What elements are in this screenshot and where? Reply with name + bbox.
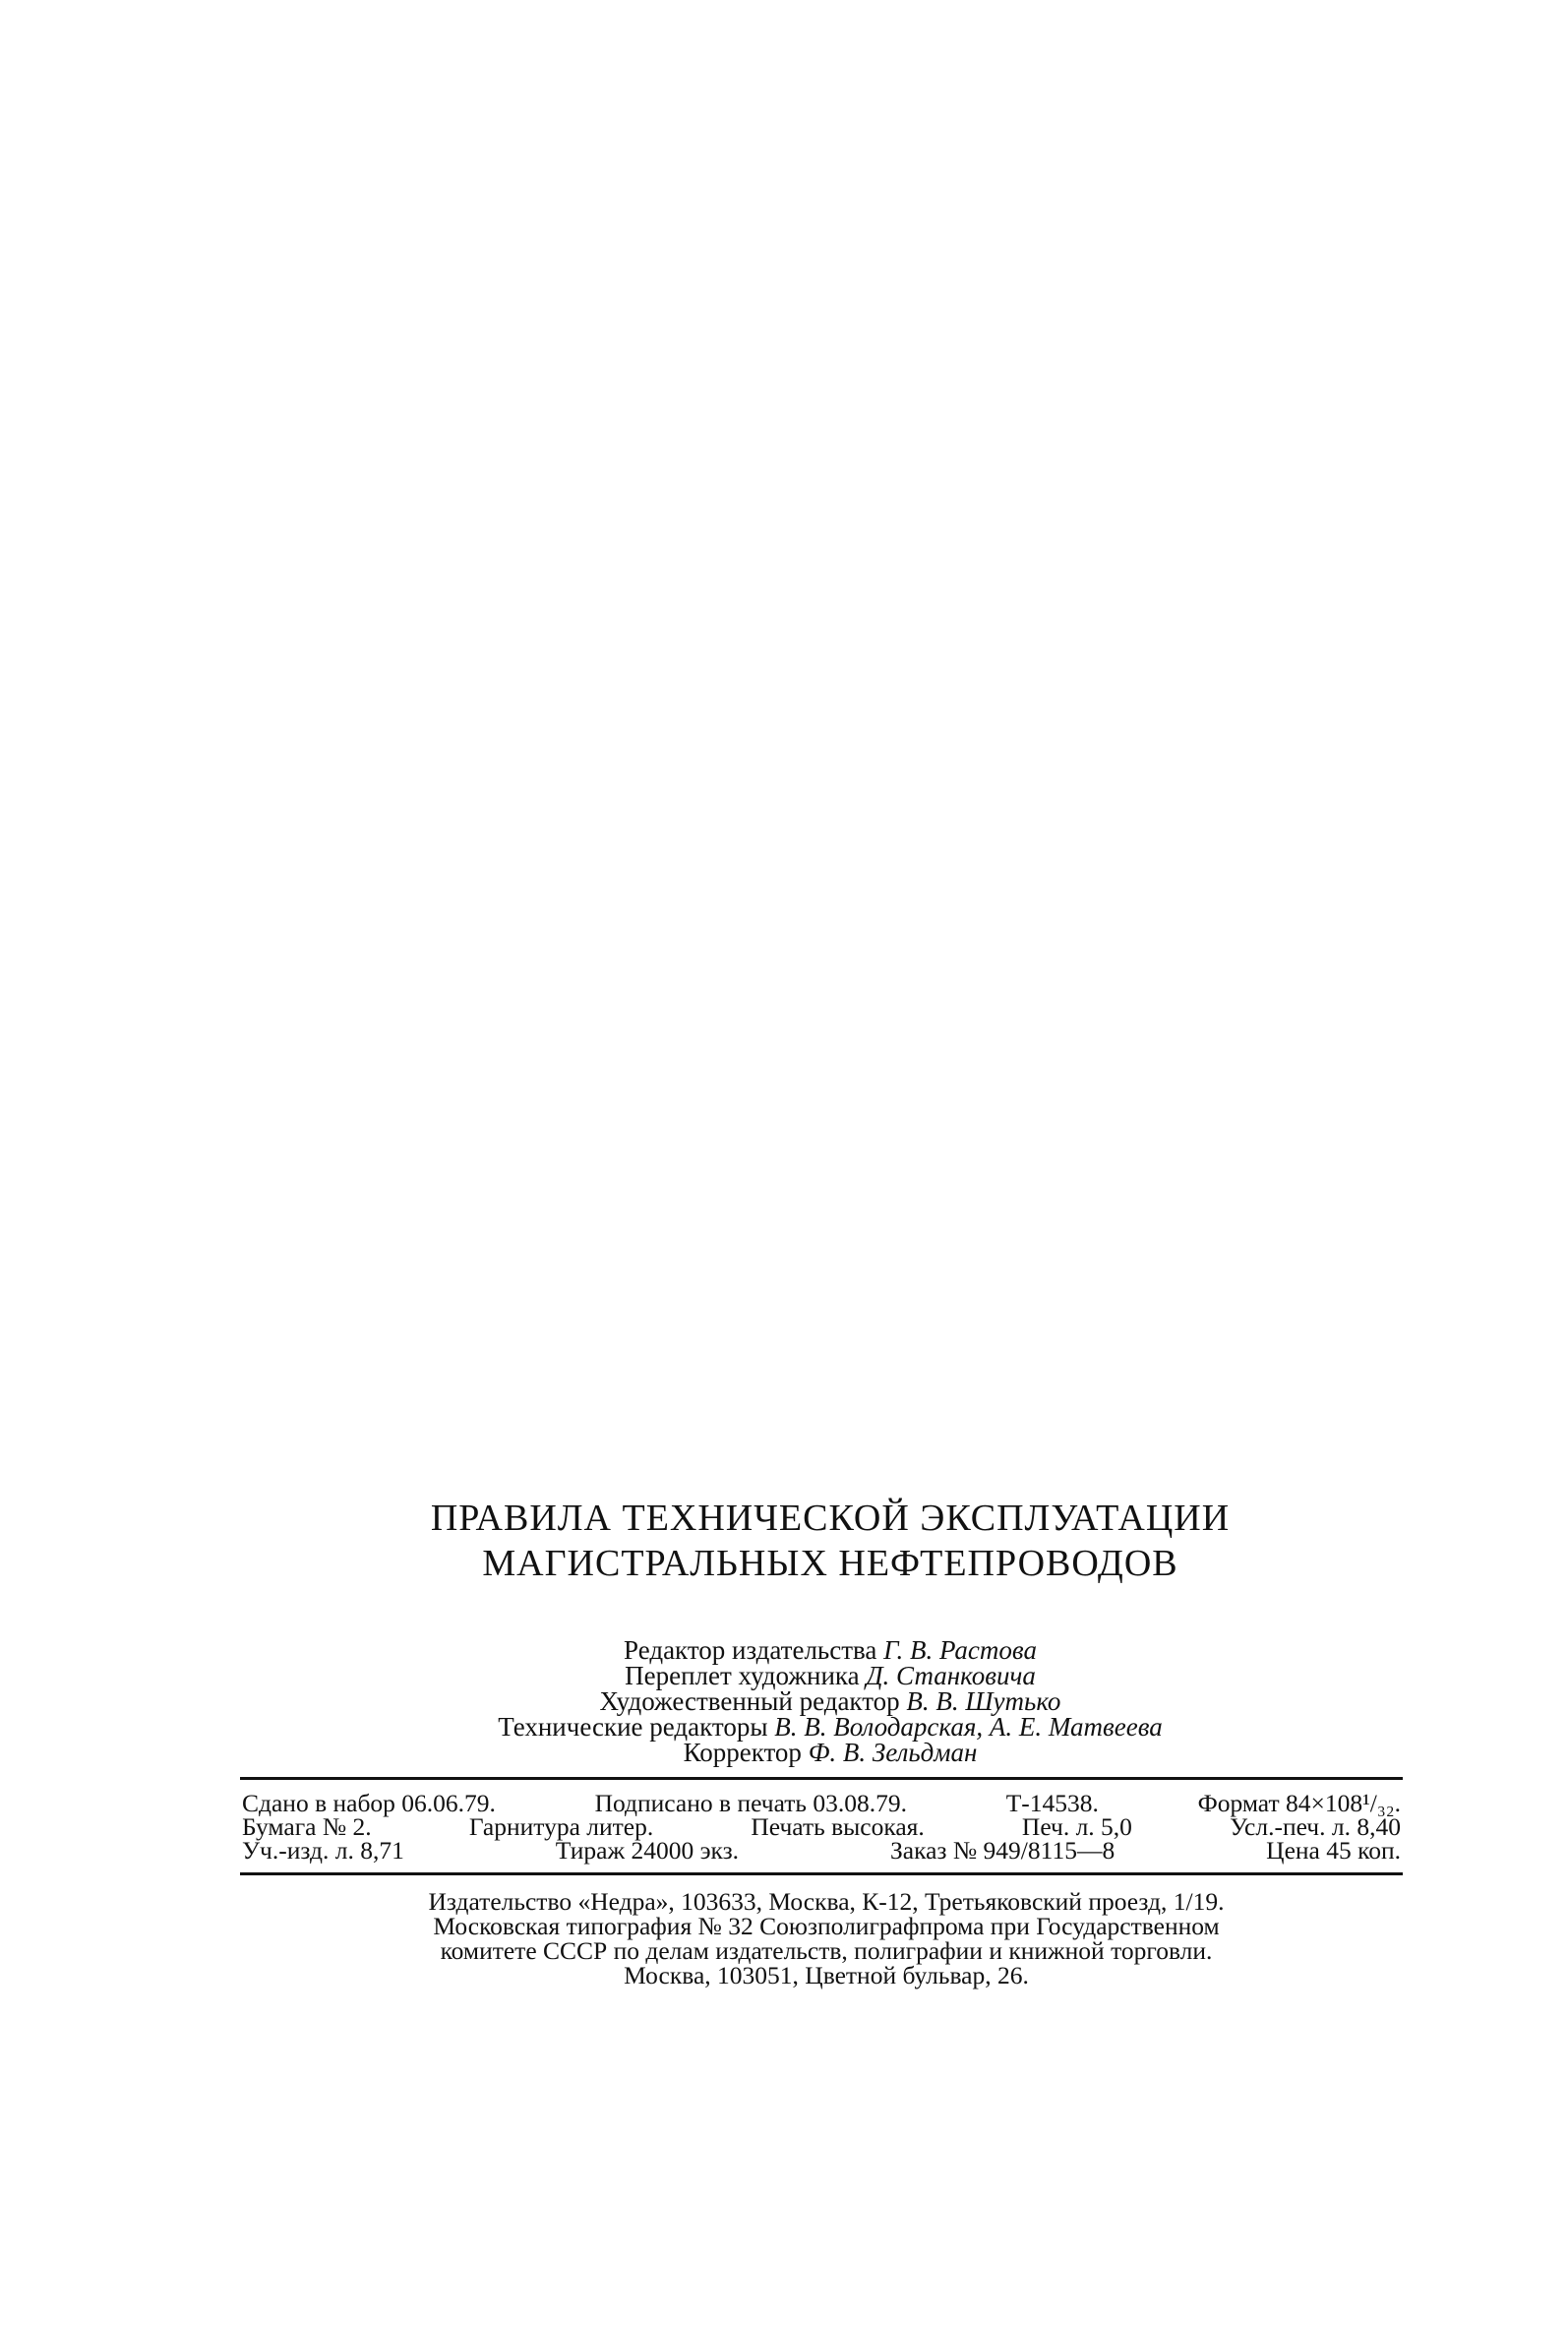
- print-data-line-2: [242, 1812, 1401, 1841]
- credit-line-binding-artist: [254, 1663, 1407, 1688]
- credit-line-editor: [254, 1637, 1407, 1663]
- credit-role: Переплет художника: [625, 1661, 860, 1690]
- print-data-item: Заказ № 949/8115—8: [889, 1836, 1116, 1865]
- book-title-line-2: МАГИСТРАЛЬНЫХ НЕФТЕПРОВОДОВ: [482, 1543, 1178, 1584]
- print-data-item: Печ. л. 5,0: [1021, 1812, 1132, 1841]
- print-data-item: Т-14538.: [1005, 1789, 1099, 1817]
- print-data-item: Печать высокая.: [751, 1812, 925, 1841]
- print-data-item: Бумага № 2.: [242, 1812, 372, 1841]
- publisher-line-2: Московская типография № 32 Союзполиграфпрома при Государственном: [433, 1912, 1220, 1940]
- print-data-block: [236, 1789, 1407, 1865]
- print-data-item: Формат 84×108¹/₃₂.: [1197, 1789, 1401, 1817]
- divider-rule-top: [240, 1777, 1403, 1780]
- print-data-line-3: [242, 1836, 1401, 1865]
- print-data-item: Усл.-печ. л. 8,40: [1230, 1812, 1401, 1841]
- credit-role: Технические редакторы: [498, 1712, 768, 1742]
- credit-line-proofreader: [254, 1740, 1407, 1765]
- credit-name: Д. Станковича: [866, 1661, 1036, 1690]
- print-data-item: Тираж 24000 экз.: [555, 1836, 740, 1865]
- print-data-item: Цена 45 коп.: [1266, 1836, 1401, 1865]
- imprint-block: [236, 1496, 1407, 1988]
- credit-role: Художественный редактор: [599, 1686, 900, 1716]
- credit-role: Редактор издательства: [624, 1635, 877, 1665]
- credit-role: Корректор: [683, 1738, 802, 1767]
- credit-name: Г. В. Растова: [883, 1635, 1037, 1665]
- publisher-block: [236, 1889, 1407, 1988]
- credit-line-technical-editors: [254, 1714, 1407, 1740]
- print-data-item: Уч.-изд. л. 8,71: [242, 1836, 404, 1865]
- publisher-line-3: комитете СССР по делам издательств, полиграфии и книжной торговли.: [440, 1936, 1213, 1965]
- credit-line-art-editor: [254, 1688, 1407, 1714]
- publisher-line-4: Москва, 103051, Цветной бульвар, 26.: [624, 1961, 1029, 1989]
- credits-list: [236, 1637, 1407, 1765]
- book-title-line-1: ПРАВИЛА ТЕХНИЧЕСКОЙ ЭКСПЛУАТАЦИИ: [430, 1498, 1231, 1539]
- book-title: [236, 1496, 1407, 1586]
- print-data-item: Сдано в набор 06.06.79.: [242, 1789, 496, 1817]
- credit-name: В. В. Володарская, А. Е. Матвеева: [774, 1712, 1163, 1742]
- credit-name: В. В. Шутько: [906, 1686, 1061, 1716]
- print-data-item: Гарнитура литер.: [468, 1812, 654, 1841]
- publisher-line-1: Издательство «Недра», 103633, Москва, К-12, Третьяковский проезд, 1/19.: [428, 1887, 1225, 1916]
- credit-name: Ф. В. Зельдман: [808, 1738, 978, 1767]
- print-data-item: Подписано в печать 03.08.79.: [594, 1789, 908, 1817]
- divider-rule-middle: [240, 1872, 1403, 1875]
